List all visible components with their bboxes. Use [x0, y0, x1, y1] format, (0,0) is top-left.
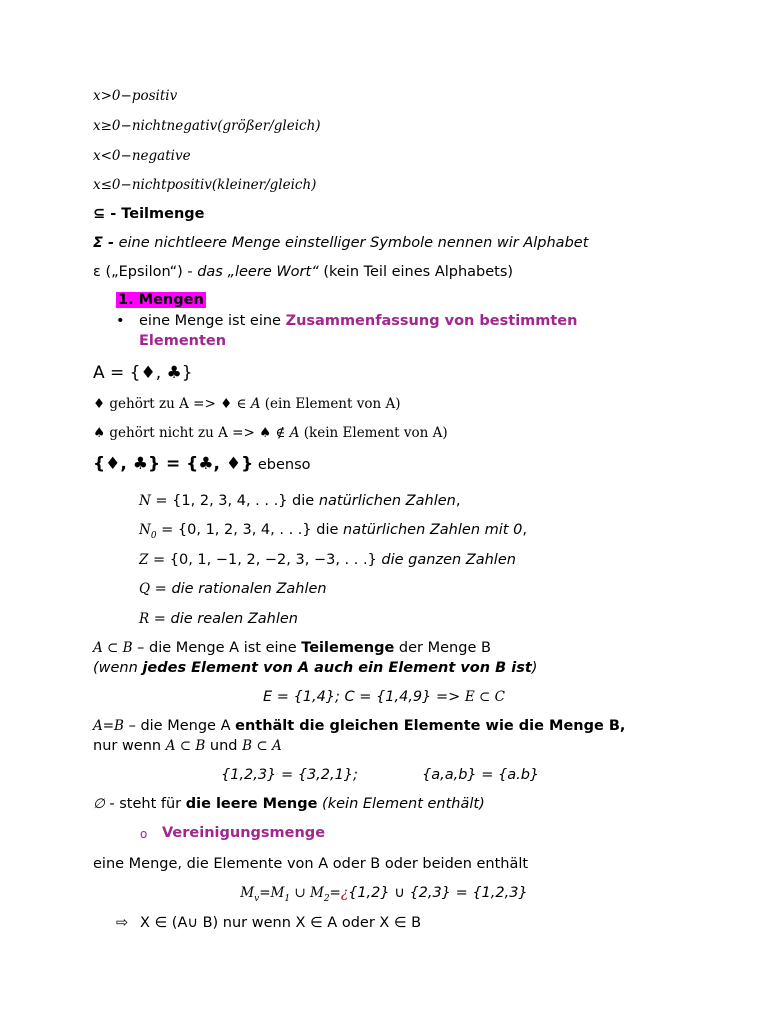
- arrow-right-icon: ⇨: [116, 915, 129, 931]
- definition-negative: x<0−negative: [93, 148, 191, 164]
- definition-nonnegative: x≥0−nichtnegativ(größer/gleich): [93, 118, 321, 134]
- subsection-heading-union: Vereinigungsmenge: [162, 825, 326, 841]
- subset-symbol: ⊆: [93, 206, 106, 222]
- union-membership-rule: X ∈ (A∪ B) nur wenn X ∈ A oder X ∈ B: [140, 915, 422, 931]
- not-element-of-line: ♠ gehört nicht zu A => ♠ ∉ A (kein Element von A): [93, 425, 448, 441]
- set-a-example: A = {♦, ♣}: [93, 363, 193, 383]
- set-equality-definition: A=B – die Menge A enthält die gleichen Elemente wie die Menge B,: [93, 718, 626, 734]
- circle-bullet-icon: o: [140, 827, 148, 841]
- natural-numbers-zero: $N_0 = \{0$, 1, 2, 3, 4, . . .} die natürlichen Zahlen mit 0,: [139, 522, 527, 541]
- definition-nonpositive: x≤0−nichtpositiv(kleiner/gleich): [93, 177, 317, 193]
- set-equality-condition: nur wenn A ⊂ B und B ⊂ A: [93, 738, 282, 754]
- set-equality-example-2: {a,a,b} = {a.b}: [422, 767, 540, 783]
- integers: Z = {0, 1, −1, 2, −2, 3, −3, . . .} die ganzen Zahlen: [139, 552, 516, 568]
- union-formula: $M_v=M_1$ ∪ $M_2=¿\{1,2\}$ ∪ {2,3} = {1,2,3}: [240, 885, 528, 904]
- rational-numbers: Q = die rationalen Zahlen: [139, 581, 327, 597]
- subset-condition: (wenn jedes Element von A auch ein Element von B ist): [93, 660, 538, 676]
- set-equality-example-1: {1,2,3} = {3,2,1};: [221, 767, 358, 783]
- bullet-icon: •: [116, 313, 125, 329]
- set-equality-example: {♦, ♣} = {♣, ♦} ebenso: [93, 454, 311, 474]
- set-definition-cont: Elementen: [139, 333, 227, 349]
- subset-definition: A ⊂ B – die Menge A ist eine Teilemenge der Menge B: [93, 640, 491, 656]
- set-definition: eine Menge ist eine Zusammenfassung von bestimmten: [139, 313, 578, 329]
- natural-numbers: N = {1, 2, 3, 4, . . .} die natürlichen Zahlen,: [139, 493, 461, 509]
- alphabet-definition: Σ - eine nichtleere Menge einstelliger Symbole nennen wir Alphabet: [93, 235, 589, 251]
- subset-example: E = {1,4}; C = {1,4,9} => E ⊂ C: [263, 689, 505, 705]
- epsilon-definition: ε („Epsilon“) - das „leere Wort“ (kein Teil eines Alphabets): [93, 264, 514, 280]
- bullet-point: [116, 313, 125, 330]
- empty-set-definition: ∅ - steht für die leere Menge (kein Element enthält): [93, 796, 485, 812]
- real-numbers: R = die realen Zahlen: [139, 611, 298, 627]
- definition-positive: x>0−positiv: [93, 88, 178, 104]
- section-heading-mengen: 1. Mengen: [118, 292, 204, 308]
- union-description: eine Menge, die Elemente von A oder B oder beiden enthält: [93, 856, 529, 872]
- empty-set-symbol: ∅: [93, 796, 105, 812]
- teilmenge-line: ⊆ - Teilmenge: [93, 206, 205, 222]
- element-of-line: ♦ gehört zu A => ♦ ∈ A (ein Element von A): [93, 396, 401, 412]
- sigma-symbol: Σ -: [93, 235, 114, 251]
